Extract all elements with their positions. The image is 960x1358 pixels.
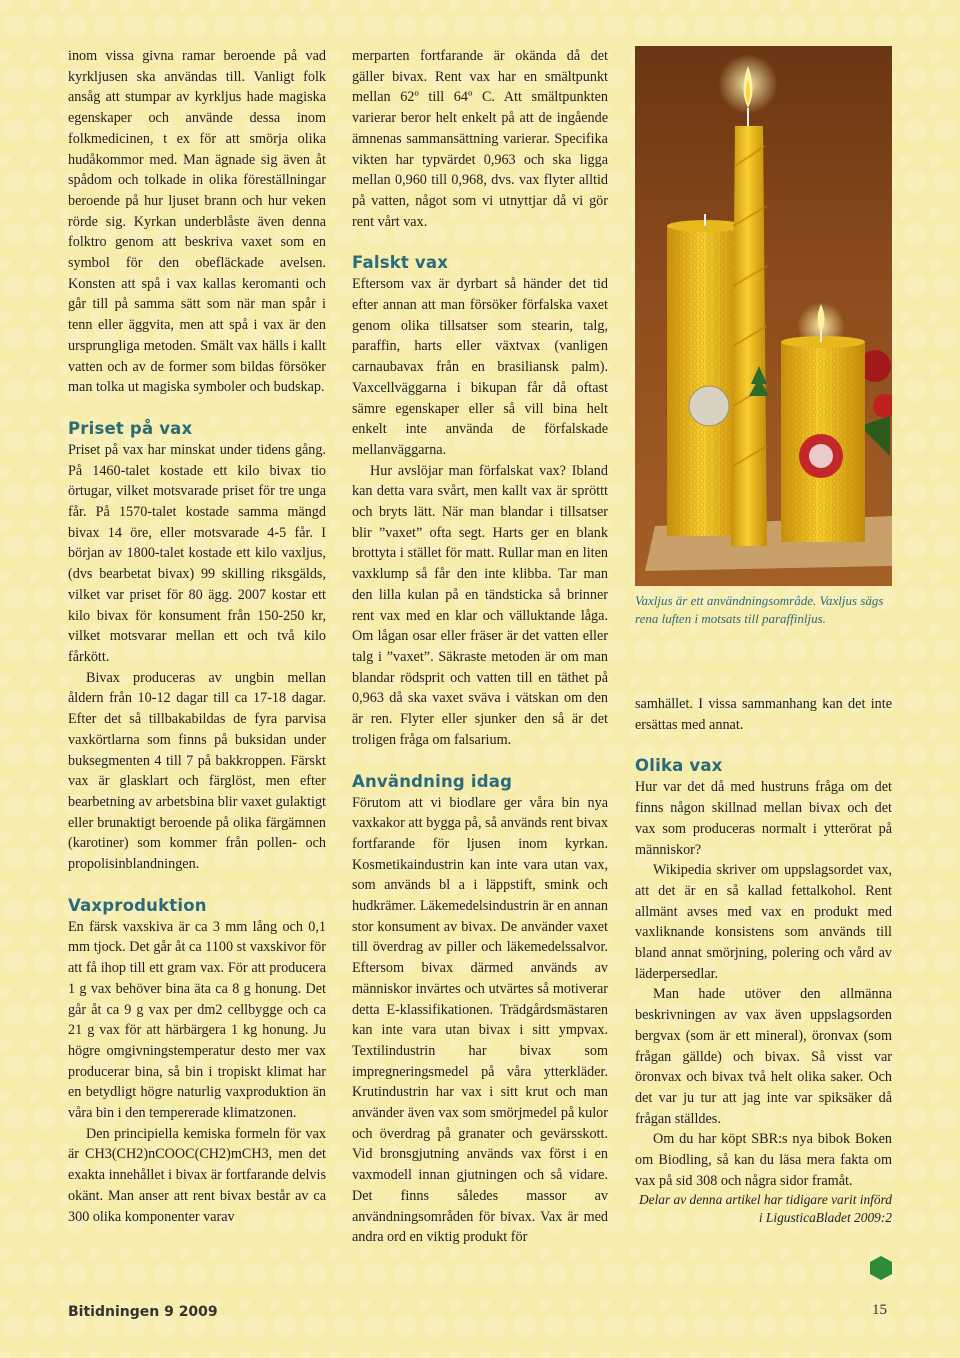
heading-olika-vax: Olika vax [635, 756, 723, 776]
column-2 [352, 46, 608, 1248]
photo-caption: Vaxljus är ett användningsområde. Vaxljus sägs rena luften i motsats till paraffinljus. [635, 593, 884, 626]
hexagon-end-icon [870, 1256, 892, 1280]
paragraph: Om du har köpt SBR:s nya bibok Boken om Biodling, så kan du läsa mera fakta om vax på sid 308 och några sidor framåt. [635, 1131, 892, 1189]
paragraph: Förutom att vi biodlare ger våra bin nya vaxkakor att bygga på, så används rent bivax fortfarande för ljusen inom kyrkan. Kosmetikaindustrin kan inte vara utan vax, som används bl a i läppstift, smink och hudkrämer. Läkemedelsindustrin är en annan stor konsument av bivax. De använder vaxet till överdrag av piller och läkemedelssalvor. Eftersom bivax därmed används av människor invärtes och utvärtes så motiverar detta E-klassifikationen. Trädgårdsmästaren kan inte vara utan bivax i sitt ympvax. Textilindustrin har bivax som impregneringsmedel på våra ytterkläder. Krutindustrin har vax i sitt krut och man använder även vax som smörjmedel på kulor och överdrag på granater och gevärsskott. Vid bronsgjutning används vax först i en vaxmodell innan gjutningen och så vidare. Det finns således massor av användningsområden för bivax. Vax är med andra ord en viktig produkt för [352, 794, 608, 1246]
flower [873, 394, 892, 418]
paragraph: En färsk vaxskiva är ca 3 mm lång och 0,1 mm tjock. Det går åt ca 1100 st vaxskivor för att få ihop till ett gram vax. För att producera 1 g vax behöver bina äta ca 8 g honung. Det går åt ca 9 g vax per dm2 cellbygge och ca 21 g vax för att härbärgera 1 kg honung. Ju högre omgivningstemperatur desto mer vax producerar bina, så bin i tropiskt klimat har en betydligt högre naturlig vaxproduktion än våra bin i den tempererade klimatzonen. [68, 918, 326, 1122]
column-3 [635, 694, 892, 1227]
column-1 [68, 46, 326, 1227]
paragraph: inom vissa givna ramar beroende på vad kyrkljusen ska användas till. Vanligt folk ansåg att stumpar av kyrkljus hade magiska egenskaper och använde dessa inom folkmedicinen, t ex för att smörja olika hudåkommor med. Man ägnade sig även åt spådom och tolkade in olika föreställningar beroende på hur ljuset brann och hur veken rörde sig. Kyrkan underblåste även denna folktro genom att beskriva vaxet som en symbol för den obefläckade avelsen. Konsten att spå i vax kallas keromanti och går till på samma sätt som när man spår i tenn eller äggvita, men att spå i vax är den ursprungliga metoden. Smält vax hälls i kallt vatten och av de former som bildas försöker man tolka ut magiska symboler och budskap. [68, 48, 326, 396]
signoff-note: Delar av denna artikel har tidigare varit införd i LigusticaBladet 2009:2 [638, 1192, 892, 1226]
paragraph: merparten fortfarande är okända då det gäller bivax. Rent vax har en smältpunkt mellan 62º till 64º C. Att smältpunkten varierar beror helt enkelt på att de ingående ämnenas sammansättning varierar. Specifika vikten har typvärdet 0,963 och ska ligga mellan 0,960 till 0,968, dvs. vax flyter alltid på vatten, något som vi utnyttjar då vi gör rent vårt vax. [352, 48, 608, 230]
candles-illustration [635, 46, 892, 586]
heading-falskt-vax: Falskt vax [352, 253, 449, 273]
candles-photo [635, 46, 892, 586]
footer-publication: Bitidningen 9 2009 [68, 1304, 218, 1320]
paragraph: Hur avslöjar man förfalskat vax? Ibland kan detta vara svårt, men kallt vax är spröttt och bryts lätt. När man blandar i tillsatser blir ”vaxet” ofta segt. Harts ger en blank brottyta i stället för matt. Rullar man en liten vaxklump så får den inte klibba. Tar man den lilla kulan på en tändsticka så brinner rent vax med en klar och välluktande låga. Om lågan osar eller fräser är det vatten eller talg i ”vaxet”. Säkraste metoden är om man blandar rödsprit och vatten till en täthet på 0,963 då ska vaxet sväva i vätskan om den är ren. Flyter eller sjunker den så är det troligen fråga om falsarium. [352, 462, 608, 748]
heading-anvandning-idag: Användning idag [352, 771, 513, 791]
heading-vaxproduktion: Vaxproduktion [68, 895, 207, 915]
paragraph: Bivax produceras av ungbin mellan åldern från 10-12 dagar till ca 17-18 dagar. Efter det så tillbakabildas de fyra parvisa vaxkörtlarna som finns på buksidan under buksegmenten 4 till 7 på bakkroppen. Färskt vax är glasklart och färglöst, men efter bearbetning av arbetsbina blir vaxet gulaktigt eller brunaktigt beroende på olika färgämnen (karotiner) som kommer från pollen- och propolisinblandningen. [68, 669, 326, 873]
paragraph: Wikipedia skriver om uppslagsordet vax, att det är en så kallad fettalkohol. Rent allmänt avses med vax en produkt med vaxliknande konsistens som används till bland annat smörjning, polering och vård av läderpersedlar. [635, 862, 892, 982]
heading-priset-pa-vax: Priset på vax [68, 418, 193, 438]
paragraph: Priset på vax har minskat under tidens gång. På 1460-talet kostade ett kilo bivax tio örtugar, vilket motsvarade priset för tre unga får. På 1570-talet kostade samma mängd bivax 14 öre, eller motsvarade 4-5 får. I början av 1800-talet kostade ett kilo vaxljus, (dvs bearbetat bivax) 99 skilling riksgälds, vilket var priset för 80 ägg. 2007 kostar ett kilo bivax för konsument från 150-250 kr, vilket motsvarar mellan ett och två kilo fårkött. [68, 441, 326, 665]
paragraph: Man hade utöver den allmänna beskrivningen av vax även uppslagsorden bergvax (som är ett mineral), öronvax (som frågan gällde) och bivax. Så visst var öronvax och bivax två helt olika saker. Och det var ju tur att jag inte var spiksäker då frågan ställdes. [635, 986, 892, 1127]
paragraph: Den principiella kemiska formeln för vax är CH3(CH2)nCOOC(CH2)mCH3, men det exakta innehållet i bivax är fortfarande delvis okänt. Man anser att rent bivax består av ca 300 olika komponenter varav [68, 1125, 326, 1225]
paragraph: samhället. I vissa sammanhang kan det inte ersättas med annat. [635, 696, 892, 733]
paragraph: Hur var det då med hustruns fråga om det finns någon skillnad mellan bivax och det vax som produceras normalt i ytterörat på människor? [635, 779, 892, 858]
ornament-santa [689, 386, 729, 426]
page-number: 15 [872, 1302, 887, 1318]
paragraph: Eftersom vax är dyrbart så händer det tid efter annan att man försöker förfalska vaxet genom olika tillsatser som stearin, talg, paraffin, harts eller växtvax (vanligen carnaubavax från en brasiliansk palm). Vaxcellväggarna i bikupan får då oftast sämre egenskaper eller så vill bina helt enkelt inte använda de förfalskade mellanväggarna. [352, 276, 608, 458]
